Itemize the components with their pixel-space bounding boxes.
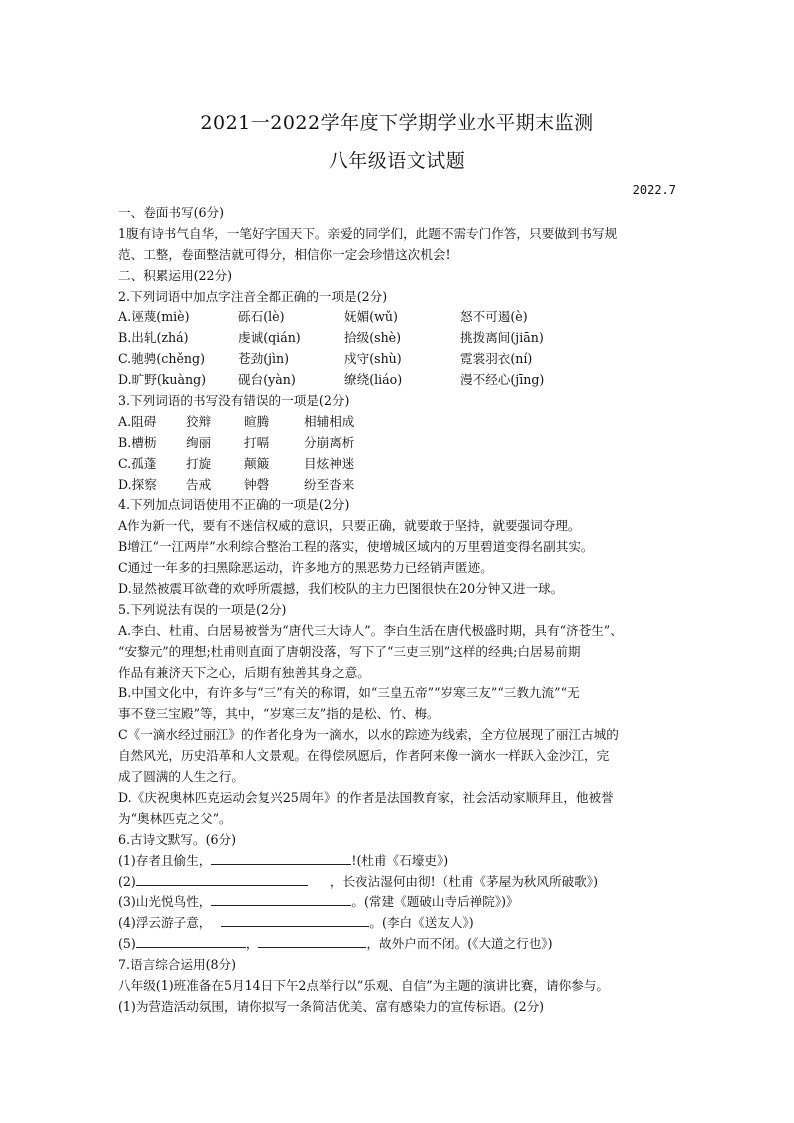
exam-body [118, 203, 698, 1018]
q2-option-d [118, 370, 698, 391]
q6-source: 。(常建《题破山寺后禅院》)》 [351, 894, 519, 910]
q6-prompt: (5) [118, 936, 136, 952]
option-word: 告戒 [186, 476, 212, 492]
q6-item-3 [118, 892, 698, 913]
option-word: D.探察 [118, 476, 157, 492]
q5-stem: 5.下列说法有误的一项是(2分) [118, 601, 287, 617]
option-word: 虔诚(qián) [238, 330, 301, 346]
option-word: 目炫神迷 [304, 455, 355, 471]
q4-option-b: B增江“一江两岸”水利综合整治工程的落实，使增城区域内的万里碧道变得名副其实。 [118, 539, 594, 555]
q4-stem: 4.下列加点词语使用不正确的一项是(2分) [118, 497, 350, 513]
q5-option-b-line: 事不登三宝殿”等，其中，“岁寒三友”指的是松、竹、梅。 [118, 706, 440, 722]
s1-paragraph-line: 范、工整，卷面整洁就可得分，相信你一定会珍惜这次机会! [118, 246, 451, 262]
q6-item-4 [118, 913, 698, 934]
q6-source: ，故外户而不闭。(《大道之行也》) [366, 936, 553, 952]
q7-paragraph-line: (1)为营造活动氛围，请你拟写一条简洁优美、富有感染力的宣传标语。(2分) [118, 998, 545, 1014]
q6-source: ，长夜沾湿何由彻!（杜甫《茅屋为秋风所破歌》) [329, 873, 598, 889]
option-word: 钟磬 [244, 476, 270, 492]
q5-option-c-line: 成了圆满的人生之行。 [118, 769, 244, 785]
q5-option-d-line: D.《庆祝奥林匹克运动会复兴25周年》的作者是法国教育家，社会活动家顺拜且，他被誉 [118, 789, 614, 805]
q6-item-1 [118, 851, 698, 872]
q6-separator: ， [245, 936, 259, 952]
section-2-heading: 二、积累运用(22分) [118, 267, 233, 283]
option-word: 打嗝 [244, 434, 270, 450]
q3-stem: 3.下列词语的书写没有错误的一项是(2分) [118, 393, 350, 409]
option-word: 砾石(lè) [238, 309, 285, 325]
option-word: 缭绕(liáo) [344, 372, 403, 388]
q4-option-d: D.显然被震耳欲聋的欢呼所震撼，我们校队的主力巴图很快在20分钟又进一球。 [118, 581, 564, 597]
q2-option-a [118, 307, 698, 328]
answer-blank[interactable] [211, 892, 351, 906]
q3-option-c [118, 454, 698, 475]
q3-option-b [118, 433, 698, 454]
q5-option-a-line: 作品有兼济天下之心，后期有独善其身之意。 [118, 664, 370, 680]
option-word: 砚台(yàn) [238, 372, 296, 388]
q6-item-2 [118, 872, 698, 893]
q5-option-c-line: C《一滴水经过丽江》的作者化身为一滴水，以水的踪迹为线索，全方位展现了丽江古城的 [118, 727, 619, 743]
option-word: A.阻碍 [118, 413, 157, 429]
q6-source: 。(李白《送友人》) [369, 915, 474, 931]
option-word: B.出轧(zhá) [118, 330, 189, 346]
q5-option-d-line: 为“奥林匹克之父”。 [118, 810, 232, 826]
answer-blank[interactable] [258, 934, 366, 948]
option-word: B.槽枥 [118, 434, 157, 450]
option-word: 漫不经心(jīng) [460, 372, 545, 388]
option-word: 戍守(shù) [344, 351, 402, 367]
answer-blank[interactable] [136, 872, 308, 886]
option-word: 分崩离析 [304, 434, 355, 450]
option-word: 狡辩 [186, 413, 212, 429]
q5-option-a-line: “安黎元”的理想;杜甫则直面了唐朝没落，写下了“三吏三别”这样的经典;白居易前期 [118, 643, 581, 659]
q6-item-5 [118, 934, 698, 955]
option-word: 苍劲(jìn) [238, 351, 290, 367]
q5-option-a-line: A.李白、杜甫、白居易被誉为“唐代三大诗人”。李白生活在唐代极盛时期，具有“济苍生”、 [118, 622, 623, 638]
option-word: 纷至沓来 [304, 476, 355, 492]
q6-source: !(杜甫《石壕吏》) [351, 852, 449, 868]
q6-prompt: (1)存者且偷生， [118, 852, 212, 868]
option-word: 拾级(shè) [344, 330, 402, 346]
option-word: D.旷野(kuàng) [118, 372, 207, 388]
option-word: 绚丽 [186, 434, 212, 450]
q7-paragraph-line: 八年级(1)班准备在5月14日下午2点举行以“乐观、自信”为主题的演讲比赛，请你参与。 [118, 977, 609, 993]
option-word: 颠簸 [244, 455, 270, 471]
option-word: C.孤蓬 [118, 455, 157, 471]
option-word: C.驰骋(chěng) [118, 351, 205, 367]
section-1-heading: 一、卷面书写(6分) [118, 205, 224, 220]
q7-stem: 7.语言综合运用(8分) [118, 957, 237, 973]
q6-stem: 6.古诗文默写。(6分) [118, 831, 237, 847]
q5-option-c-line: 自然风光，历史沿革和人文景观。在得偿夙愿后，作者阿来像一滴水一样跃入金沙江，完 [118, 748, 610, 764]
q4-option-a: A作为新一代，要有不迷信权威的意识，只要正确，就要敢于坚持，就要强词夺理。 [118, 518, 581, 534]
option-word: A.诬蔑(miè) [118, 309, 190, 325]
q4-option-c: C通过一年多的扫黑除恶运动，许多地方的黑恶势力已经销声匿迹。 [118, 560, 493, 576]
q2-option-b [118, 328, 698, 349]
exam-title: 2021一2022学年度下学期学业水平期末监测 [200, 112, 594, 134]
s1-paragraph-line: 1腹有诗书气自华，一笔好字国天下。亲爱的同学们，此题不需专门作答，只要做到书写规 [118, 225, 618, 241]
answer-blank[interactable] [221, 913, 369, 927]
q2-stem: 2.下列词语中加点字注音全都正确的一项是(2分) [118, 288, 388, 304]
q3-option-a [118, 412, 698, 433]
answer-blank[interactable] [136, 934, 246, 948]
option-word: 挑拨离间(jiān) [460, 330, 544, 346]
q6-prompt: (2) [118, 873, 136, 889]
exam-date: 2022.7 [632, 183, 676, 197]
option-word: 妩媚(wǔ) [344, 309, 398, 325]
answer-blank[interactable] [211, 851, 351, 865]
q5-option-b-line: B.中国文化中，有许多与“三”有关的称谓，如“三皇五帝”“岁寒三友”“三教九流”“无 [118, 685, 580, 701]
option-word: 怒不可遏(è) [460, 309, 528, 325]
q2-option-c [118, 349, 698, 370]
option-word: 暄腾 [244, 413, 270, 429]
option-word: 打旋 [186, 455, 212, 471]
exam-subtitle: 八年级语文试题 [328, 150, 466, 172]
q6-prompt: (4)浮云游子意， [118, 915, 212, 931]
option-word: 相辅相成 [304, 413, 355, 429]
q6-prompt: (3)山光悦鸟性， [118, 894, 212, 910]
option-word: 霓裳羽衣(ní) [460, 351, 533, 367]
q3-option-d [118, 475, 698, 496]
